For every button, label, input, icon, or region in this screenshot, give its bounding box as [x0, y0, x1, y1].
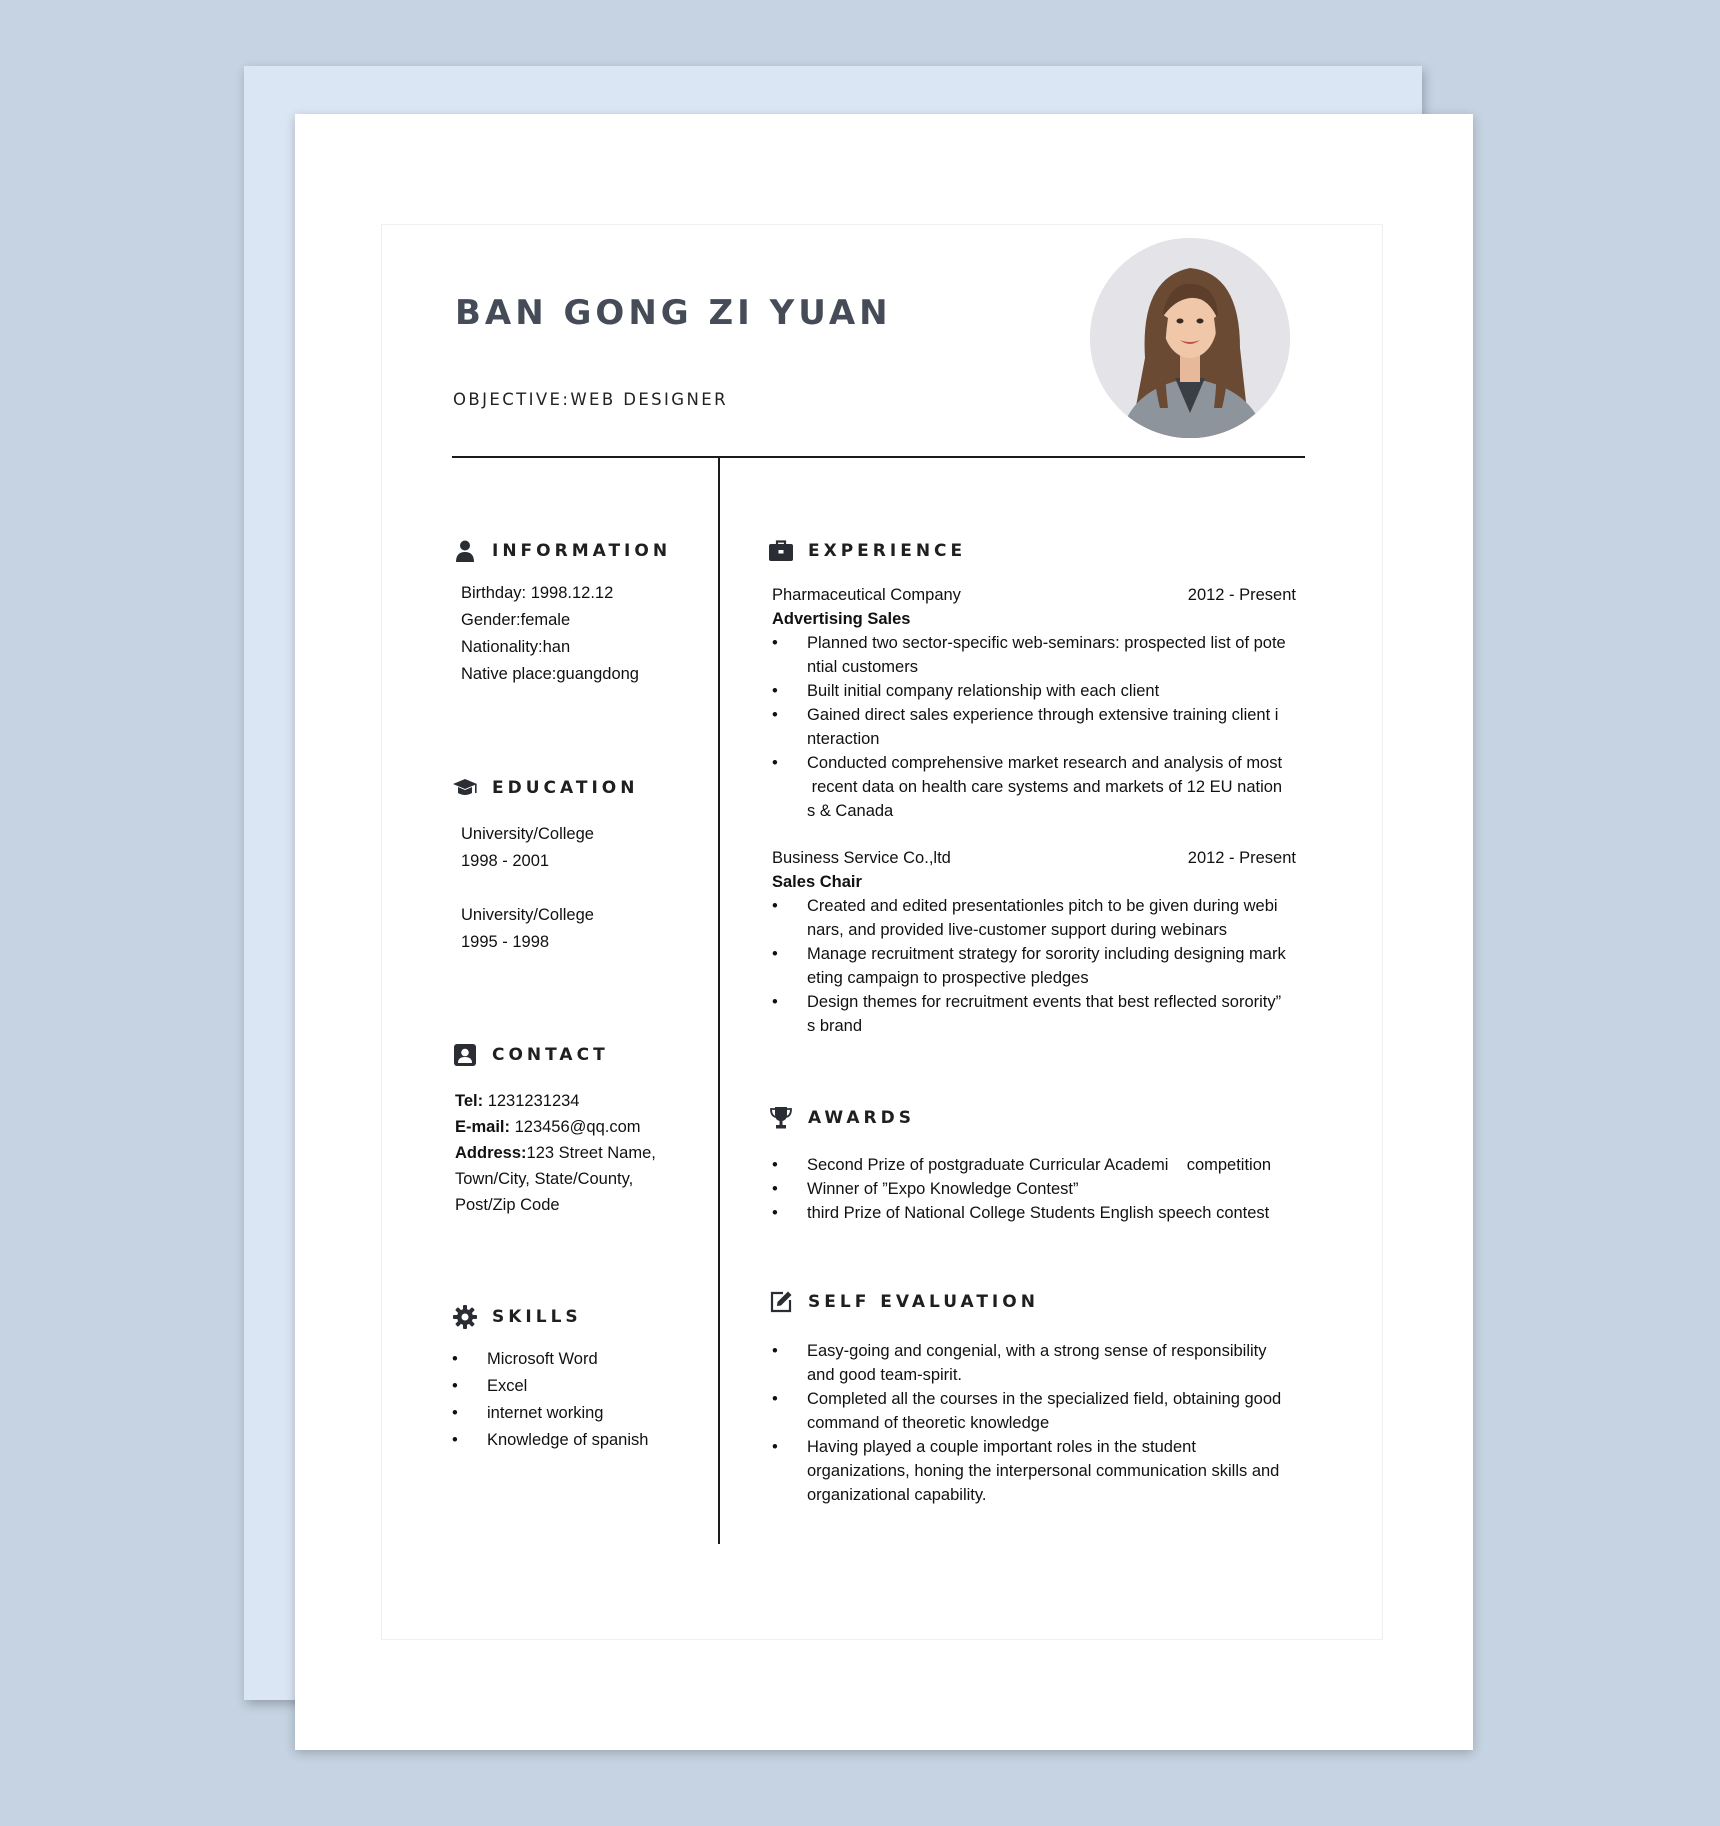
job-period: 2012 - Present	[1187, 849, 1296, 867]
section-title: SKILLS	[492, 1307, 582, 1327]
address-line: Post/Zip Code	[455, 1196, 560, 1214]
section-skills	[452, 1302, 582, 1332]
section-awards	[768, 1103, 915, 1133]
section-self-evaluation	[768, 1287, 1039, 1317]
list-item: • Completed all the courses in the specialized field, obtaining good command of theoretic knowledge	[772, 1390, 1282, 1432]
header-divider	[452, 456, 1305, 458]
job-bullets	[772, 631, 1296, 823]
list-item: • Built initial company relationship with each client	[772, 682, 1160, 700]
job-role: Sales Chair	[772, 873, 862, 891]
info-gender: Gender:female	[461, 611, 571, 629]
list-item: • Winner of ”Expo Knowledge Contest”	[772, 1180, 1079, 1198]
section-title: EXPERIENCE	[808, 541, 967, 561]
job-entry	[772, 583, 1296, 823]
email-value: 123456@qq.com	[510, 1118, 641, 1136]
section-title: INFORMATION	[492, 541, 672, 561]
awards-list	[772, 1153, 1332, 1225]
address-line: Town/City, State/County,	[455, 1170, 634, 1188]
list-item: • Easy-going and congenial, with a strong sense of responsibility and good team-spirit.	[772, 1342, 1267, 1384]
contact-list	[455, 1088, 656, 1218]
gear-icon	[452, 1304, 478, 1330]
list-item: • Second Prize of postgraduate Curricular Academi competition	[772, 1156, 1272, 1174]
tel-value: 1231231234	[483, 1092, 580, 1110]
email-label: E-mail:	[455, 1118, 511, 1136]
info-native-place: Native place:guangdong	[461, 665, 639, 683]
job-period: 2012 - Present	[1187, 586, 1296, 604]
section-information	[452, 536, 671, 566]
list-item: • Design themes for recruitment events that best reflected sorority” s brand	[772, 993, 1282, 1035]
skill-item: Excel	[487, 1377, 528, 1395]
list-item: • Created and edited presentationles pitch to be given during webi nars, and provided live-customer support during webinars	[772, 897, 1278, 939]
section-title: CONTACT	[492, 1045, 609, 1065]
list-item: • Conducted comprehensive market research and analysis of most recent data on health care systems and markets of 12 EU nation s & Canada	[772, 754, 1283, 820]
job-company: Pharmaceutical Company	[772, 586, 961, 604]
address-label: Address:	[455, 1144, 527, 1162]
tel-label: Tel:	[455, 1092, 484, 1110]
trophy-icon	[768, 1105, 794, 1131]
section-contact	[452, 1040, 609, 1070]
list-item: • Manage recruitment strategy for sorority including designing mark eting campaign to prospective pledges	[772, 945, 1286, 987]
job-role: Advertising Sales	[772, 610, 911, 628]
job-company: Business Service Co.,ltd	[772, 849, 951, 867]
list-item: • Gained direct sales experience through extensive training client i nteraction	[772, 706, 1279, 748]
candidate-name: BAN GONG ZI YUAN	[455, 293, 892, 333]
education-list	[461, 821, 594, 956]
education-years: 1995 - 1998	[461, 933, 550, 951]
section-title: SELF EVALUATION	[808, 1292, 1039, 1312]
list-item: • third Prize of National College Students English speech contest	[772, 1204, 1270, 1222]
education-years: 1998 - 2001	[461, 852, 550, 870]
objective: OBJECTIVE:WEB DESIGNER	[453, 390, 728, 409]
info-nationality: Nationality:han	[461, 638, 571, 656]
education-school: University/College	[461, 825, 594, 843]
briefcase-icon	[768, 538, 794, 564]
job-bullets	[772, 894, 1296, 1038]
section-title: AWARDS	[808, 1108, 915, 1128]
person-icon	[452, 538, 478, 564]
skill-item: Knowledge of spanish	[487, 1431, 649, 1449]
information-list	[461, 580, 639, 688]
info-birthday: Birthday: 1998.12.12	[461, 584, 614, 602]
self-evaluation-list	[772, 1339, 1332, 1507]
section-experience	[768, 536, 966, 566]
profile-photo	[1090, 238, 1290, 438]
list-item: • Having played a couple important roles in the student organizations, honing the interpersonal communication skills and organizational capability.	[772, 1438, 1280, 1504]
skill-item: internet working	[487, 1404, 604, 1422]
address-line: 123 Street Name,	[526, 1144, 656, 1162]
graduation-cap-icon	[452, 775, 478, 801]
education-school: University/College	[461, 906, 594, 924]
edit-icon	[768, 1289, 794, 1315]
contact-card-icon	[452, 1042, 478, 1068]
section-title: EDUCATION	[492, 778, 639, 798]
section-education	[452, 773, 638, 803]
job-entry	[772, 846, 1296, 1038]
skills-list: • Microsoft Word • Excel • internet working • Knowledge of spanish	[452, 1350, 649, 1449]
resume-page	[295, 114, 1473, 1750]
list-item: • Planned two sector-specific web-seminars: prospected list of pote ntial customers	[772, 634, 1286, 676]
skill-item: Microsoft Word	[487, 1350, 598, 1368]
column-divider	[718, 458, 720, 1544]
